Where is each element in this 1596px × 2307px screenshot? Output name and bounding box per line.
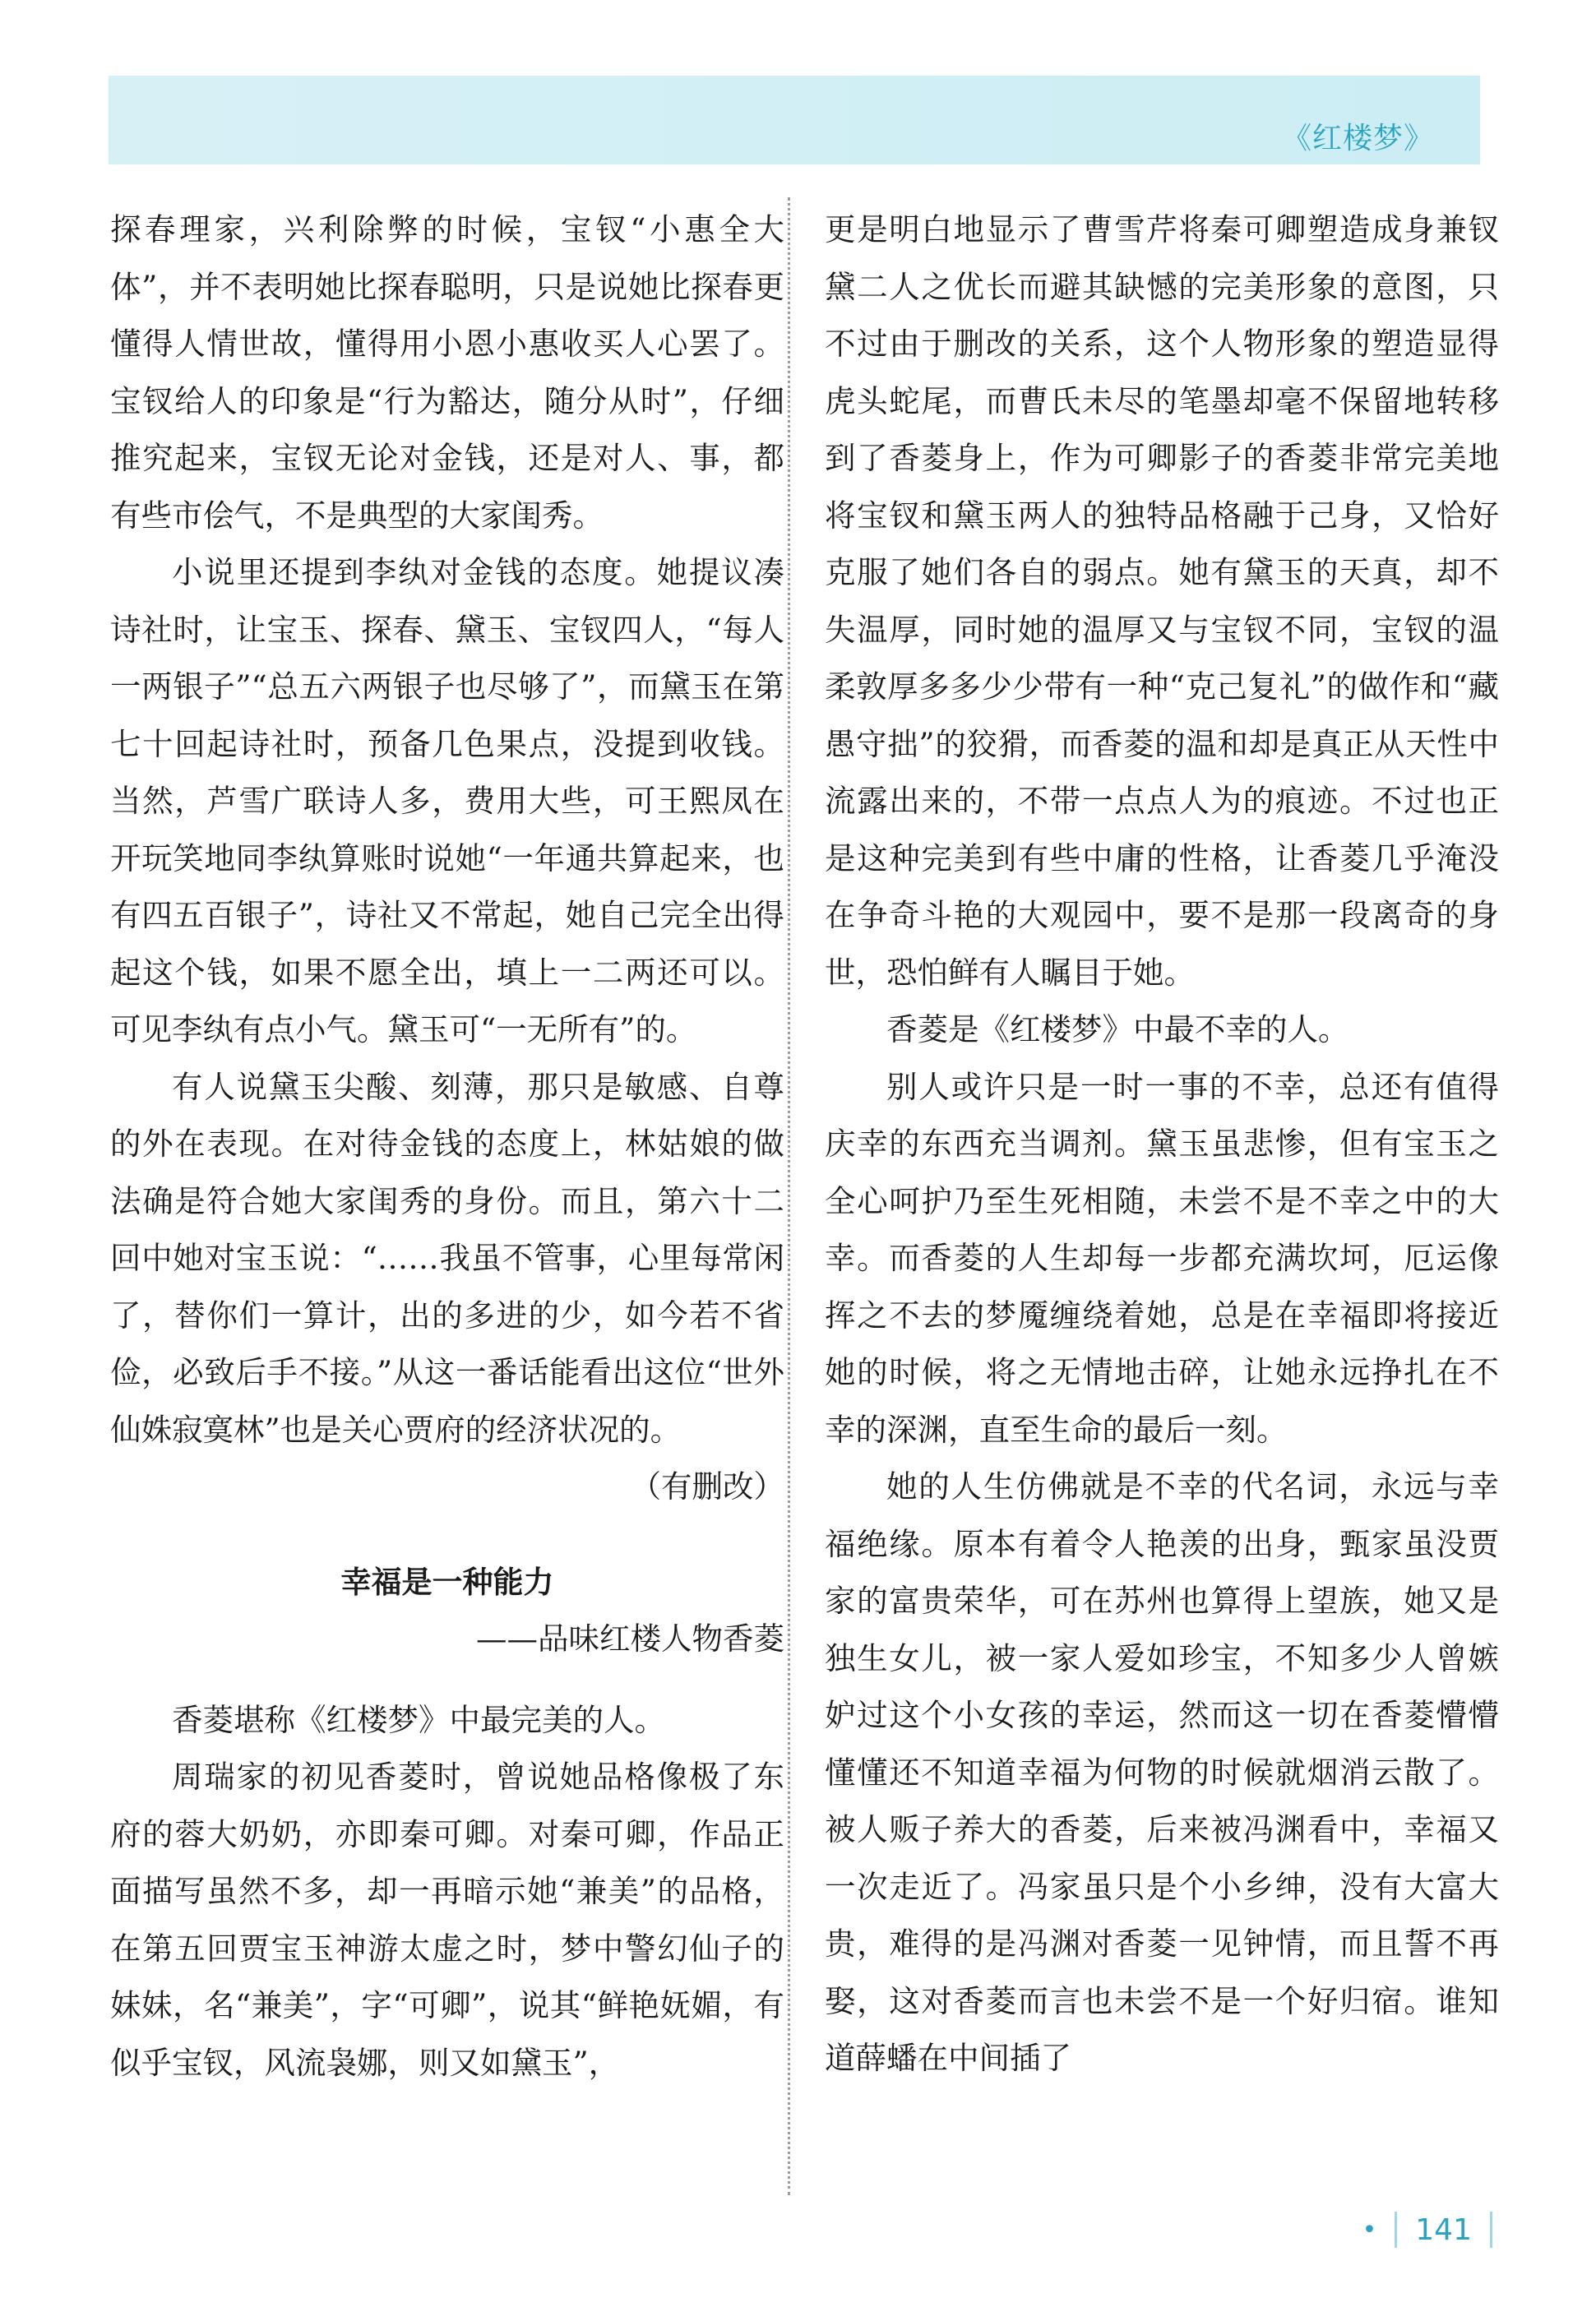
footer-divider [1490, 2212, 1492, 2248]
book-title: 《红楼梦》 [1281, 122, 1434, 155]
footer-divider [1395, 2212, 1397, 2248]
header-band [109, 76, 1480, 164]
section-title: 幸福是一种能力 [340, 1564, 554, 1600]
bullet-icon: • [1362, 2215, 1377, 2245]
page-footer [1362, 2212, 1492, 2248]
page-number: 141 [1415, 2212, 1472, 2247]
right-column [825, 201, 1499, 2087]
section-subtitle: ——品味红楼人物香菱 [476, 1620, 784, 1657]
source-note: （有删改） [630, 1468, 784, 1505]
paragraph: 更是明白地显示了曹雪芹将秦可卿塑造成身兼钗黛二人之优长而避其缺憾的完美形象的意图，只不过由于删改的关系，这个人物形象的塑造显得虎头蛇尾，而曹氏未尽的笔墨却毫不保留地转移到了香菱身上，作为可卿影子的香菱非常完美地将宝钗和黛玉两人的独特品格融于己身，又恰好克服了她们各自的弱点。她有黛玉的天真，却不失温厚，同时她的温厚又与宝钗不同，宝钗的温柔敦厚多多少少带有一种“克己复礼”的做作和“藏愚守拙”的狡猾，而香菱的温和却是真正从天性中流露出来的，不带一点点人为的痕迹。不过也正是这种完美到有些中庸的性格，让香菱几乎淹没在争奇斗艳的大观园中，要不是那一段离奇的身世，恐怕鲜有人瞩目于她。 [825, 211, 1499, 991]
paragraph: 她的人生仿佛就是不幸的代名词，永远与幸福绝缘。原本有着令人艳羡的出身，甄家虽没贾家的富贵荣华，可在苏州也算得上望族，她又是独生女儿，被一家人爱如珍宝，不知多少人曾嫉妒过这个小女孩的幸运，然而这一切在香菱懵懵懂懂还不知道幸福为何物的时候就烟消云散了。被人贩子养大的香菱，后来被冯渊看中，幸福又一次走近了。冯家虽只是个小乡绅，没有大富大贵，难得的是冯渊对香菱一见钟情，而且誓不再娶，这对香菱而言也未尝不是一个好归宿。谁知道薛蟠在中间插了 [825, 1468, 1499, 2076]
paragraph: 香菱是《红楼梦》中最不幸的人。 [886, 1011, 1349, 1047]
paragraph: 周瑞家的初见香菱时，曾说她品格像极了东府的蓉大奶奶，亦即秦可卿。对秦可卿，作品正面描写虽然不多，却一再暗示她“兼美”的品格，在第五回贾宝玉神游太虚之时，梦中警幻仙子的妹妹，名“兼美”，字“可卿”，说其“鲜艳妩媚，有似乎宝钗，风流袅娜，则又如黛玉”， [110, 1759, 784, 2081]
left-column [110, 201, 784, 2092]
paragraph: 有人说黛玉尖酸、刻薄，那只是敏感、自尊的外在表现。在对待金钱的态度上，林姑娘的做法确是符合她大家闺秀的身份。而且，第六十二回中她对宝玉说：“……我虽不管事，心里每常闲了，替你们一算计，出的多进的少，如今若不省俭，必致后手不接。”从这一番话能看出这位“世外仙姝寂寞林”也是关心贾府的经济状况的。 [110, 1068, 784, 1448]
paragraph: 小说里还提到李纨对金钱的态度。她提议凑诗社时，让宝玉、探春、黛玉、宝钗四人，“每人一两银子”“总五六两银子也尽够了”，而黛玉在第七十回起诗社时，预备几色果点，没提到收钱。当然，芦雪广联诗人多，费用大些，可王熙凤在开玩笑地同李纨算账时说她“一年通共算起来，也有四五百银子”，诗社又不常起，她自己完全出得起这个钱，如果不愿全出，填上一二两还可以。可见李纨有点小气。黛玉可“一无所有”的。 [110, 554, 784, 1047]
paragraph: 别人或许只是一时一事的不幸，总还有值得庆幸的东西充当调剂。黛玉虽悲惨，但有宝玉之全心呵护乃至生死相随，未尝不是不幸之中的大幸。而香菱的人生却每一步都充满坎坷，厄运像挥之不去的梦魇缠绕着她，总是在幸福即将接近她的时候，将之无情地击碎，让她永远挣扎在不幸的深渊，直至生命的最后一刻。 [825, 1068, 1499, 1448]
paragraph: 香菱堪称《红楼梦》中最完美的人。 [172, 1701, 665, 1738]
paragraph: 探春理家，兴利除弊的时候，宝钗“小惠全大体”，并不表明她比探春聪明，只是说她比探春更懂得人情世故，懂得用小恩小惠收买人心罢了。宝钗给人的印象是“行为豁达，随分从时”，仔细推究起来，宝钗无论对金钱，还是对人、事，都有些市侩气，不是典型的大家闺秀。 [110, 211, 784, 534]
column-divider [788, 197, 790, 2195]
